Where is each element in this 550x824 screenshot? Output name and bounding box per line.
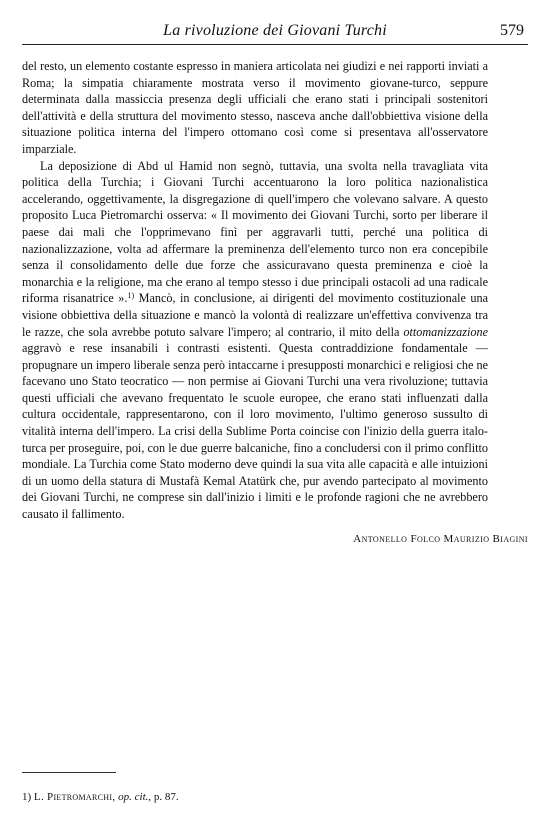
paragraph-2-part-b: Mancò, in conclusione, ai dirigenti del movimento costituzionale una visione obbiettiva della situazione e mancò la volontà di realizzare un'effettiva convivenza tra le razze, che sola avrebbe potuto salvare l'impero; al contrario, il mito della (22, 291, 489, 339)
paragraph-2-part-a: La deposizione di Abd ul Hamid non segnò, tuttavia, una svolta nella travagliata vita politica della Turchia; i Giovani Turchi accentuarono la loro politica nazionalistica accelerando, oggettivamente, la disgregazione di quell'impero che volevano salvare. A questo proposito Luca Pietromarchi osserva: « Il movimento dei Giovani Turchi, sorto per liberare il paese dai mali che l'opprimevano finì per aggravarli tutti, perché una politica di nazionalizzazione, volta ad affermare la preminenza dell'elemento turco non era concepibile senza il consolidamento delle due forze che assicuravano questa preminenza e cioè la monarchia e la religione, ma che erano al tempo stesso i due principali ostacoli ad una radicale riforma risanatrice ». (22, 158, 488, 306)
footnote-reference: 1) (127, 291, 135, 301)
italic-term: ottomanizzazione (403, 324, 488, 339)
footnote-marker: 1) (22, 791, 32, 803)
footnote (22, 791, 502, 803)
running-header (22, 22, 528, 45)
paragraph-2-part-c: aggravò e rese insanabili i contrasti esistenti. Questa contraddizione fondamentale — propugnare un impero liberale senza però intaccarne i presupposti monarchici e religiosi che ne facevano uno Stato teocratico — non permise ai Giovani Turchi una vera rivoluzione; tuttavia questi ufficiali che avevano frequentato le scuole europee, che erano stati influenzati dalla cultura occidentale, rappresentarono, con il loro movimento, l'ultimo generoso sussulto di vitalità interna dell'impero. La crisi della Sublime Porta coincise con l'inizio della guerra italo-turca per proseguire, poi, con le due guerre balcaniche, fino a concludersi con il primo conflitto mondiale. La Turchia come Stato moderno deve quindi la sua vita alle capacità e alle intuizioni di un uomo della statura di Mustafà Kemal Atatürk che, pur avendo partecipato al movimento dei Giovani Turchi, ne comprese sin dall'inizio i limiti e le profonde ragioni che ne avrebbero causato il fallimento. (22, 341, 488, 522)
author-signature: Antonello Folco Maurizio Biagini (353, 533, 528, 545)
page-number: 579 (500, 22, 524, 39)
article-body (22, 58, 488, 523)
running-title: La rivoluzione dei Giovani Turchi (163, 22, 387, 39)
footnote-separator (22, 772, 116, 773)
paragraph-1: del resto, un elemento costante espresso in maniera articolata nei giudizi e nei rapporti inviati a Roma; la simpatia chiaramente mostrata verso il movimento giovane-turco, seppure determinata dalla massiccia presenza degli ufficiali che erano stati i principali sostenitori dell'attività e della struttura del movimento stesso, nasceva anche dall'obbiettiva visione della situazione politica interna del l'impero ottomano così come si presentava all'osservatore imparziale. (22, 59, 488, 156)
footnote-author: L. Pietromarchi, (33, 791, 116, 803)
footnote-page: p. 87. (153, 791, 179, 803)
paragraph-2 (22, 158, 488, 523)
footnote-work: op. cit., (118, 791, 152, 803)
